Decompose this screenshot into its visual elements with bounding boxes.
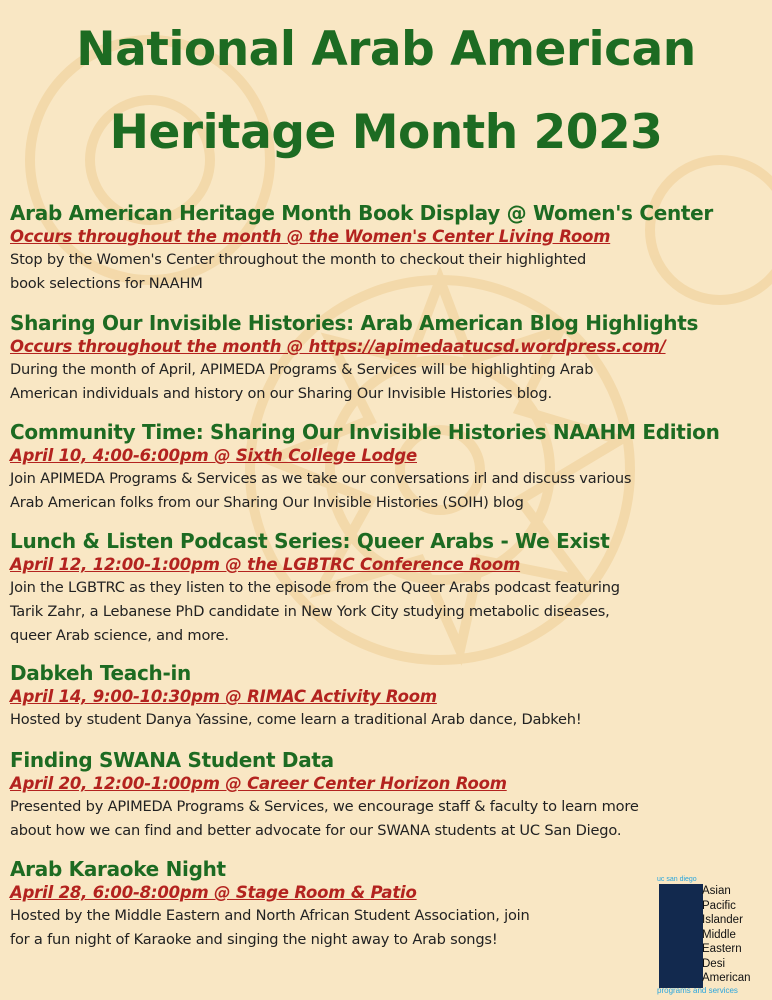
event-description: Hosted by student Danya Yassine, come learn a traditional Arab dance, Dabkeh! bbox=[10, 711, 582, 728]
event-title: Lunch & Listen Podcast Series: Queer Arabs - We Exist bbox=[10, 529, 610, 553]
event-time-location: April 28, 6:00-8:00pm @ Stage Room & Patio bbox=[10, 883, 417, 902]
event-karaoke bbox=[10, 856, 770, 952]
event-description: Presented by APIMEDA Programs & Services, we encourage staff & faculty to learn more about how we can find and better advocate for our SWANA students at UC San Diego. bbox=[10, 798, 639, 839]
event-description: Stop by the Women's Center throughout the month to checkout their highlighted book selections for NAAHM bbox=[10, 251, 587, 292]
logo-word: Middle bbox=[702, 928, 736, 941]
apimeda-logo bbox=[657, 876, 759, 996]
page-title-line-1: National Arab American bbox=[76, 22, 696, 77]
event-description: During the month of April, APIMEDA Programs & Services will be highlighting Arab American individuals and history on our Sharing Our Invisible Histories blog. bbox=[10, 361, 594, 402]
logo-words bbox=[702, 884, 751, 986]
logo-word: American bbox=[702, 972, 751, 984]
event-time-location: April 12, 12:00-1:00pm @ the LGBTRC Conference Room bbox=[10, 555, 521, 574]
event-title: Arab American Heritage Month Book Display @ Women's Center bbox=[10, 201, 713, 225]
event-time-location: April 20, 12:00-1:00pm @ Career Center Horizon Room bbox=[10, 774, 507, 793]
logo-word: Desi bbox=[702, 957, 726, 970]
event-community-time bbox=[10, 419, 770, 515]
logo-block bbox=[659, 884, 703, 988]
event-dabkeh bbox=[10, 660, 770, 732]
event-blog-highlights bbox=[10, 310, 770, 406]
logo-bottom-text: programs and services bbox=[657, 986, 738, 995]
event-title: Sharing Our Invisible Histories: Arab American Blog Highlights bbox=[10, 311, 699, 335]
event-description: Join the LGBTRC as they listen to the episode from the Queer Arabs podcast featuring Tarik Zahr, a Lebanese PhD candidate in New York City studying metabolic diseases, queer Arab science, and more. bbox=[10, 579, 620, 644]
event-swana-data bbox=[10, 747, 770, 843]
page-title-line-2: Heritage Month 2023 bbox=[109, 105, 663, 160]
event-title: Arab Karaoke Night bbox=[10, 857, 226, 881]
event-title: Community Time: Sharing Our Invisible Histories NAAHM Edition bbox=[10, 420, 720, 444]
event-time-location: April 10, 4:00-6:00pm @ Sixth College Lodge bbox=[10, 446, 417, 465]
event-title: Finding SWANA Student Data bbox=[10, 748, 334, 772]
logo-top-text: uc san diego bbox=[657, 876, 697, 883]
event-lunch-listen bbox=[10, 528, 770, 648]
event-time-location: Occurs throughout the month @ the Women's Center Living Room bbox=[10, 227, 611, 246]
event-link[interactable]: Occurs throughout the month @ https://apimedaatucsd.wordpress.com/ bbox=[10, 337, 666, 356]
event-time-location: April 14, 9:00-10:30pm @ RIMAC Activity Room bbox=[10, 687, 437, 706]
event-book-display bbox=[10, 200, 770, 296]
logo-word: Eastern bbox=[702, 943, 742, 955]
event-title: Dabkeh Teach-in bbox=[10, 661, 191, 685]
logo-word: Pacific bbox=[702, 899, 736, 912]
logo-word: Islander bbox=[702, 914, 743, 926]
event-description: Join APIMEDA Programs & Services as we take our conversations irl and discuss various Arab American folks from our Sharing Our Invisible Histories (SOIH) blog bbox=[10, 470, 632, 511]
event-description: Hosted by the Middle Eastern and North African Student Association, join for a fun night of Karaoke and singing the night away to Arab songs! bbox=[10, 907, 530, 948]
logo-word: Asian bbox=[702, 885, 731, 897]
